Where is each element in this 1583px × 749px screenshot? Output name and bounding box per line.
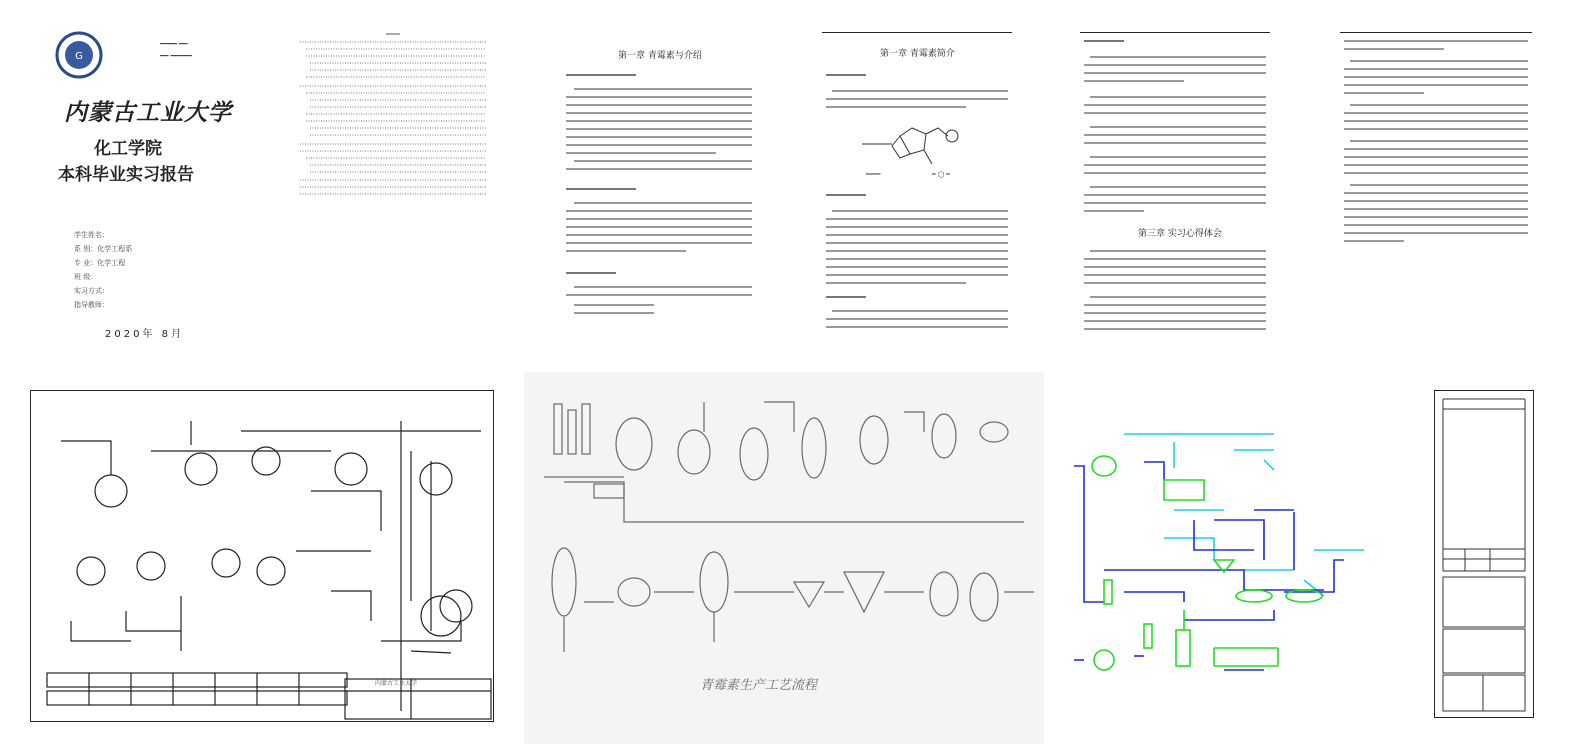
cover-info-4: 实习方式： xyxy=(74,287,109,295)
cover-page: G ━━━━ ━━ ━━ ━━━━━ 内蒙古工业大学 化工学院 本科毕业实习报告 学生姓名： 系 别：化学工程系 专 业：化学工程 班 级： 实习方式： 指导教师： 2020年 8月 xyxy=(30,30,240,350)
cover-info-2: 专 业：化学工程 xyxy=(74,259,126,267)
toc-lines xyxy=(296,30,492,200)
university-seal-icon xyxy=(54,30,104,80)
college-name: 化工学院 xyxy=(94,139,162,159)
chapter3-title: 第三章 实习心得体会 xyxy=(1138,229,1222,239)
color-cad-flow-lines xyxy=(1064,420,1364,690)
chapter1-title: 第一章 青霉素与介绍 xyxy=(618,51,702,61)
cad-title-block: 内蒙古工业大学 xyxy=(375,680,418,687)
chapter3-page xyxy=(1080,24,1270,340)
cover-info-0: 学生姓名： xyxy=(74,231,109,239)
continuation-page xyxy=(1340,24,1532,254)
penicillin-structure-diagram xyxy=(852,114,1002,184)
chapter1-page xyxy=(558,40,758,340)
cad-flow-diagram xyxy=(30,390,494,722)
svg-text:━ ◯ ━: ━ ◯ ━ xyxy=(932,171,950,178)
title-block-lines xyxy=(1435,391,1533,717)
chapter2-page xyxy=(822,24,1012,340)
handwritten-title: 青霉素生产工艺流程 xyxy=(700,678,818,693)
cover-info-1: 系 别：化学工程系 xyxy=(74,245,133,253)
report-title: 本科毕业实习报告 xyxy=(58,165,194,185)
university-name: 内蒙古工业大学 xyxy=(64,99,232,126)
handwritten-flow-diagram xyxy=(524,372,1044,744)
svg-text:━━━━: ━━━━ xyxy=(866,171,881,178)
svg-text:G: G xyxy=(75,51,83,62)
cover-date: 2020年 8月 xyxy=(105,329,184,340)
title-block-drawing xyxy=(1434,390,1534,718)
chapter2-title: 第一章 青霉素简介 xyxy=(880,49,955,59)
cad-flow-lines xyxy=(31,391,493,721)
cover-info-3: 班 级： xyxy=(74,273,98,281)
toc-page xyxy=(296,30,492,200)
color-cad-flow-diagram xyxy=(1064,420,1364,690)
cover-info-5: 指导教师： xyxy=(74,301,109,309)
